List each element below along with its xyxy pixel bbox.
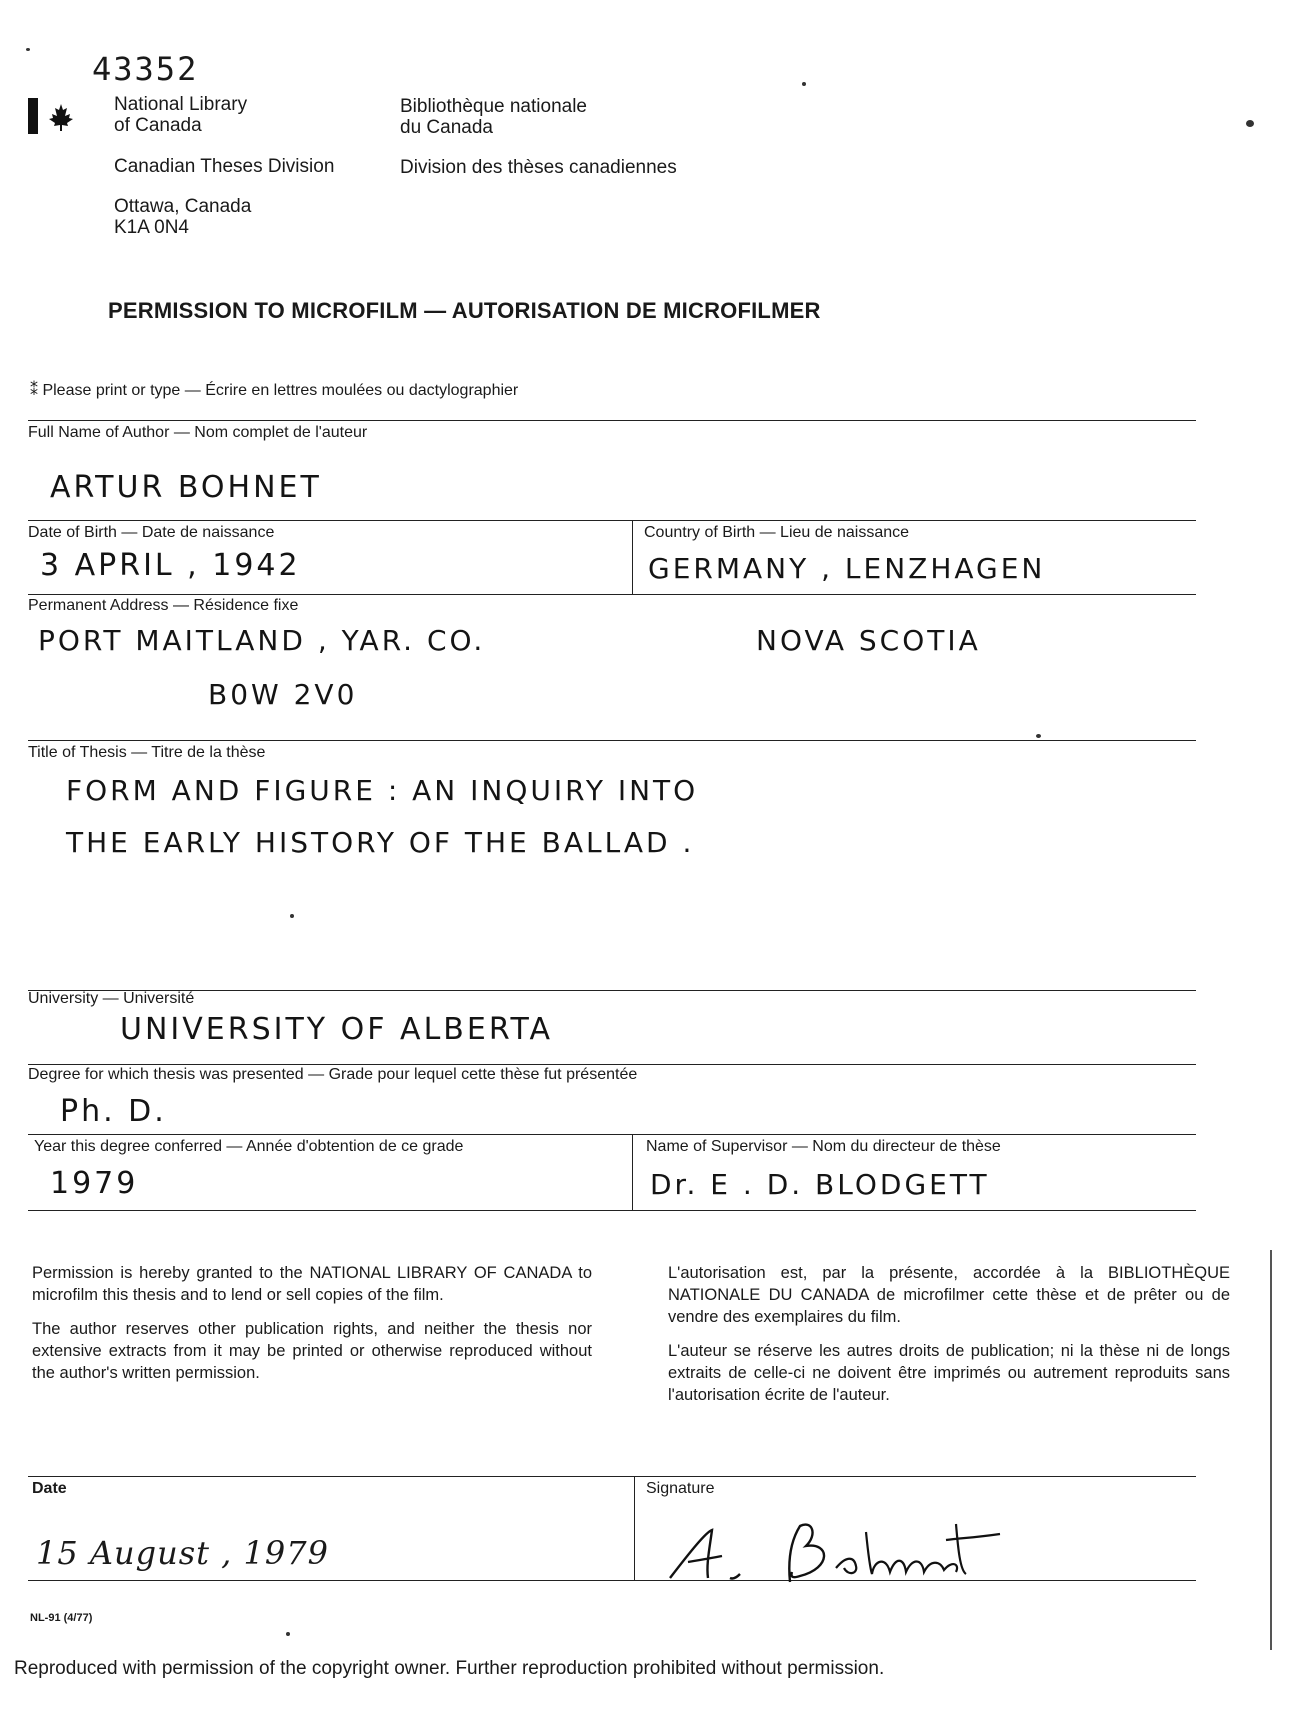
- signature-mark: [660, 1512, 1080, 1592]
- author-value: ARTUR BOHNET: [50, 470, 322, 505]
- address-block: Ottawa, Canada K1A 0N4: [114, 196, 252, 238]
- thesis-line-1: FORM AND FIGURE : AN INQUIRY INTO: [66, 774, 699, 807]
- rule-thesis: [28, 740, 1196, 741]
- form-code: NL-91 (4/77): [30, 1612, 93, 1624]
- rule-year: [28, 1134, 1196, 1135]
- footer-notice: Reproduced with permission of the copyright owner. Further reproduction prohibited without permission.: [14, 1658, 885, 1679]
- permission-en: Permission is hereby granted to the NATIONAL LIBRARY OF CANADA to microfilm this thesis and to lend or sell copies of the film. The author reserves other publication rights, and neither the thesis nor extensive extracts from it may be printed or otherwise reproduced without the author's written permission.: [32, 1264, 592, 1382]
- degree-label: Degree for which thesis was presented — Grade pour lequel cette thèse fut présentée: [28, 1066, 638, 1083]
- supervisor-label: Name of Supervisor — Nom du directeur de thèse: [646, 1138, 1001, 1155]
- scan-speck: [1036, 734, 1041, 738]
- rule-dob-split: [632, 520, 633, 594]
- year-value: 1979: [50, 1166, 139, 1201]
- dob-label: Date of Birth — Date de naissance: [28, 524, 275, 541]
- rule-sign-split: [634, 1476, 635, 1580]
- country-value: GERMANY , LENZHAGEN: [648, 552, 1046, 585]
- division-en: Canadian Theses Division: [114, 156, 335, 177]
- org-name-fr: Bibliothèque nationale du Canada: [400, 96, 587, 138]
- author-label: Full Name of Author — Nom complet de l'auteur: [28, 424, 368, 441]
- org-name-en: National Library of Canada: [114, 94, 248, 136]
- country-label: Country of Birth — Lieu de naissance: [644, 524, 910, 541]
- address-line-2: B0W 2V0: [208, 678, 358, 711]
- supervisor-value: Dr. E . D. BLODGETT: [650, 1168, 990, 1201]
- dob-value: 3 APRIL , 1942: [40, 548, 301, 583]
- address-line-1-province: NOVA SCOTIA: [756, 624, 981, 657]
- bullet-icon: ⁑: [30, 382, 43, 399]
- address-label: Permanent Address — Résidence fixe: [28, 597, 299, 614]
- degree-value: Ph. D.: [60, 1094, 167, 1129]
- scan-speck: [290, 914, 294, 918]
- scan-speck: [26, 48, 30, 51]
- signature-label: Signature: [646, 1480, 715, 1497]
- thesis-label: Title of Thesis — Titre de la thèse: [28, 744, 266, 761]
- address-line-1: PORT MAITLAND , YAR. CO.: [38, 624, 486, 657]
- instruction: ⁑ Please print or type — Écrire en lettres moulées ou dactylographier: [30, 382, 519, 399]
- scan-speck: [802, 82, 806, 86]
- thesis-line-2: THE EARLY HISTORY OF THE BALLAD .: [66, 826, 695, 859]
- rule-degree: [28, 1064, 1196, 1065]
- date-label: Date: [32, 1480, 67, 1497]
- scan-edge: [1270, 1250, 1272, 1650]
- permission-fr: L'autorisation est, par la présente, accordée à la BIBLIOTHÈQUE NATIONALE DU CANADA de microfilmer cette thèse et de prêter ou de vendre des exemplaires du film. L'auteur se réserve les autres droits de publication; ni la thèse ni de longs extraits de celle-ci ne doivent être imprimés ou autrement reproduits sans l'autorisation écrite de l'auteur.: [668, 1264, 1230, 1404]
- rule-sign-top: [28, 1476, 1196, 1477]
- year-label: Year this degree conferred — Année d'obtention de ce grade: [34, 1138, 464, 1155]
- division-fr: Division des thèses canadiennes: [400, 157, 677, 178]
- rule-year-split: [632, 1134, 633, 1210]
- rule-university: [28, 990, 1196, 991]
- rule-top: [28, 420, 1196, 421]
- scan-speck: [286, 1632, 290, 1636]
- form-title: PERMISSION TO MICROFILM — AUTORISATION DE MICROFILMER: [108, 298, 821, 323]
- document-number: 43352: [92, 50, 199, 88]
- rule-year-bottom: [28, 1210, 1196, 1211]
- scan-speck: [1246, 120, 1254, 127]
- rule-dob: [28, 520, 1196, 521]
- university-value: UNIVERSITY OF ALBERTA: [120, 1012, 554, 1047]
- rule-address: [28, 594, 1196, 595]
- date-value: 15 August , 1979: [36, 1534, 329, 1572]
- canada-flag-icon: [28, 98, 84, 134]
- university-label: University — Université: [28, 990, 195, 1007]
